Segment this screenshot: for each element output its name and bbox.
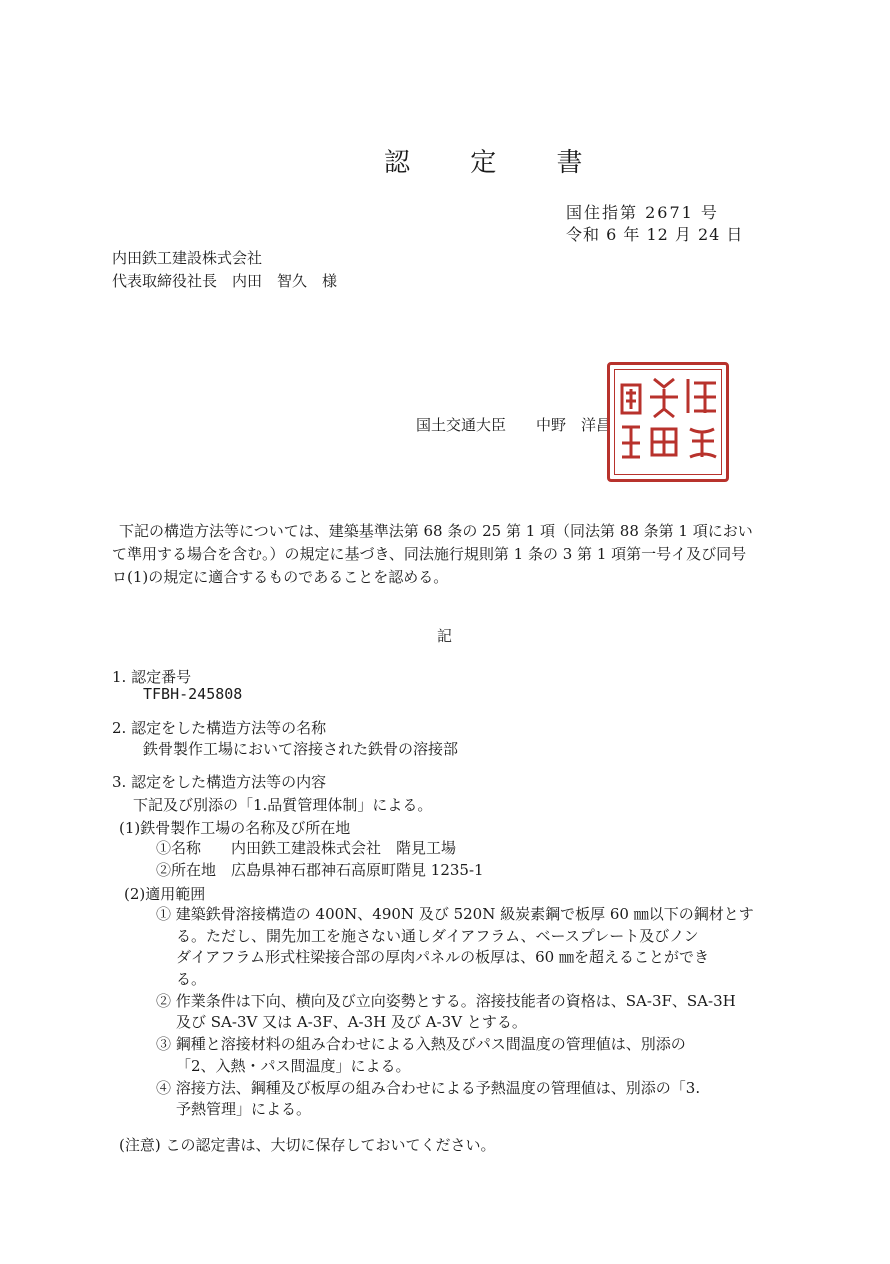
body-line-2: て準用する場合を含む。）の規定に基づき、同法施行規則第 1 条の 3 第 1 項第一号イ及び同号 bbox=[112, 545, 747, 563]
scope-line-9: ④ 溶接方法、鋼種及び板厚の組み合わせによる予熱温度の管理値は、別添の「3. bbox=[156, 1079, 701, 1097]
sub2-heading: (2)適用範囲 bbox=[124, 885, 206, 903]
document-title: 認 定 書 bbox=[384, 148, 609, 178]
issuer-name: 国土交通大臣 中野 洋昌 bbox=[416, 416, 612, 434]
scope-line-1: ① 建築鉄骨溶接構造の 400N、490N 及び 520N 級炭素鋼で板厚 60 ㎜以下の鋼材とす bbox=[156, 905, 754, 923]
item3-heading: 3. 認定をした構造方法等の内容 bbox=[112, 773, 327, 791]
scope-line-4: る。 bbox=[176, 970, 207, 988]
ki-heading: 記 bbox=[437, 627, 453, 645]
body-line-3: ロ(1)の規定に適合するものであることを認める。 bbox=[112, 568, 449, 586]
body-line-1: 下記の構造方法等については、建築基準法第 68 条の 25 第 1 項（同法第 88 条第 1 項におい bbox=[119, 522, 753, 540]
seal-glyphs bbox=[610, 365, 726, 479]
scope-line-7: ③ 鋼種と溶接材料の組み合わせによる入熱及びパス間温度の管理値は、別添の bbox=[156, 1035, 686, 1053]
scope-line-8: 「2、入熱・パス間温度」による。 bbox=[176, 1057, 411, 1075]
item3-intro: 下記及び別添の「1.品質管理体制」による。 bbox=[133, 796, 433, 814]
note: (注意) この認定書は、大切に保存しておいてください。 bbox=[119, 1136, 496, 1154]
scope-line-2: る。ただし、開先加工を施さない通しダイアフラム、ベースプレート及びノン bbox=[176, 927, 699, 945]
scope-line-10: 予熱管理」による。 bbox=[176, 1100, 312, 1118]
item2-heading: 2. 認定をした構造方法等の名称 bbox=[112, 719, 327, 737]
scope-line-6: 及び SA-3V 又は A-3F、A-3H 及び A-3V とする。 bbox=[176, 1013, 527, 1031]
item1-value: TFBH-245808 bbox=[143, 685, 243, 703]
recipient-person: 代表取締役社長 内田 智久 様 bbox=[112, 272, 338, 290]
document-number: 国住指第 2671 号 bbox=[566, 203, 719, 222]
official-seal bbox=[607, 362, 729, 482]
sub1-heading: (1)鉄骨製作工場の名称及び所在地 bbox=[119, 819, 351, 837]
scope-line-5: ② 作業条件は下向、横向及び立向姿勢とする。溶接技能者の資格は、SA-3F、SA-3H bbox=[156, 992, 736, 1010]
document-date: 令和 6 年 12 月 24 日 bbox=[566, 225, 744, 244]
item2-value: 鉄骨製作工場において溶接された鉄骨の溶接部 bbox=[143, 740, 459, 758]
recipient-company: 内田鉄工建設株式会社 bbox=[112, 249, 263, 267]
sub1-name: ①名称 内田鉄工建設株式会社 階見工場 bbox=[156, 839, 457, 857]
sub1-address: ②所在地 広島県神石郡神石高原町階見 1235-1 bbox=[156, 861, 484, 879]
scope-line-3: ダイアフラム形式柱梁接合部の厚肉パネルの板厚は、60 ㎜を超えることができ bbox=[176, 948, 709, 966]
item1-heading: 1. 認定番号 bbox=[112, 668, 192, 686]
